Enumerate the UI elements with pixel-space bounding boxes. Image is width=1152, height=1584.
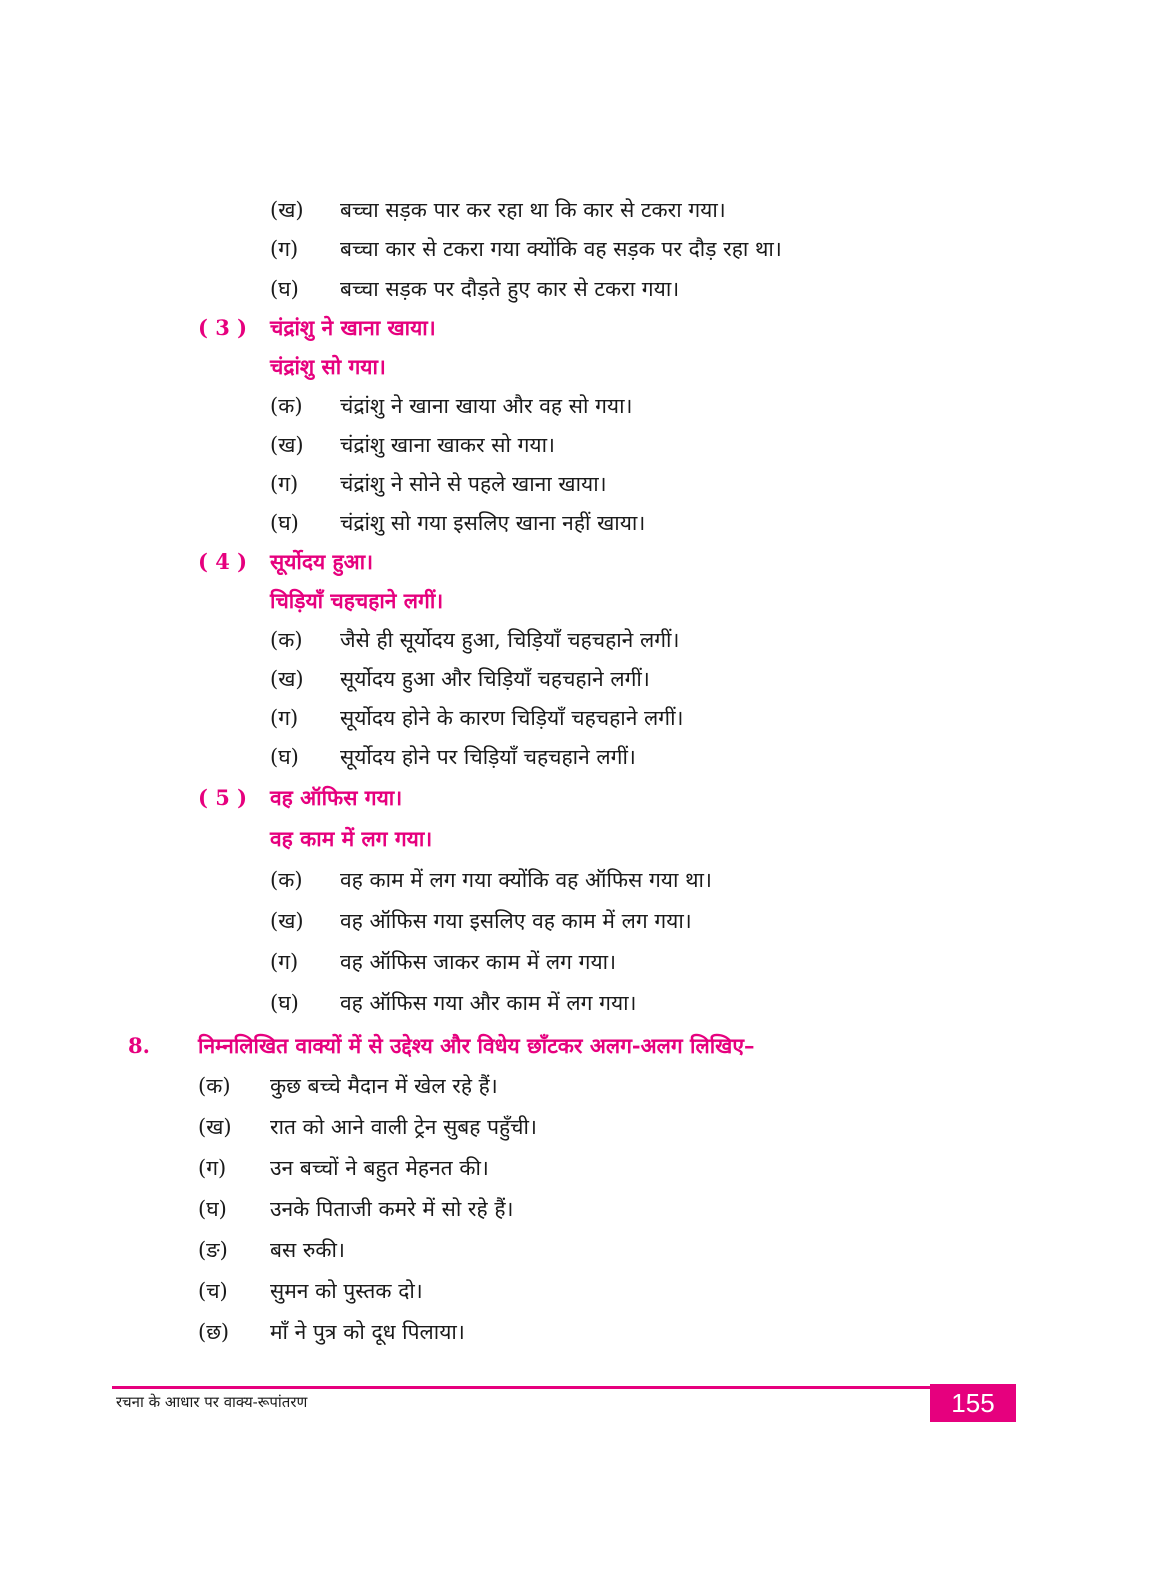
option-text: वह ऑफिस गया इसलिए वह काम में लग गया। [340,909,692,933]
option-text: जैसे ही सूर्योदय हुआ, चिड़ियाँ चहचहाने लगीं। [340,628,680,652]
question-number: ( 3 ) [198,315,248,340]
option-label: (क) [270,868,303,892]
option-label: (घ) [270,511,299,535]
option-text: बच्चा सड़क पर दौड़ते हुए कार से टकरा गया। [340,277,680,301]
option-label: (क) [270,394,303,418]
option-label: (घ) [270,991,299,1015]
footer-rule [112,1386,930,1389]
option-label: (ख) [270,667,304,691]
question-number: ( 5 ) [198,785,248,810]
item-label: (ख) [198,1115,232,1139]
item-text: उन बच्चों ने बहुत मेहनत की। [270,1156,489,1180]
option-label: (ख) [270,433,304,457]
item-label: (च) [198,1279,228,1303]
option-text: चंद्रांशु ने सोने से पहले खाना खाया। [340,472,607,496]
item-label: (घ) [198,1197,227,1221]
option-text: सूर्योदय होने पर चिड़ियाँ चहचहाने लगीं। [340,745,636,769]
option-text: चंद्रांशु ने खाना खाया और वह सो गया। [340,394,633,418]
item-text: कुछ बच्चे मैदान में खेल रहे हैं। [270,1074,498,1098]
option-text: वह ऑफिस गया और काम में लग गया। [340,991,637,1015]
option-label: (क) [270,628,303,652]
option-label: (घ) [270,745,299,769]
page-number-badge: 155 [930,1384,1016,1422]
item-label: (ग) [198,1156,227,1180]
option-label: (ख) [270,909,304,933]
question-number: 8. [128,1033,150,1058]
item-text: सुमन को पुस्तक दो। [270,1279,423,1303]
option-label: (ग) [270,950,299,974]
question-heading: निम्नलिखित वाक्यों में से उद्देश्य और विधेय छाँटकर अलग-अलग लिखिए– [198,1033,755,1058]
option-label: (घ) [270,277,299,301]
option-text: चंद्रांशु सो गया इसलिए खाना नहीं खाया। [340,511,646,535]
option-label: (ख) [270,198,304,222]
footer-chapter-title: रचना के आधार पर वाक्य-रूपांतरण [116,1393,308,1411]
item-text: उनके पिताजी कमरे में सो रहे हैं। [270,1197,514,1221]
option-text: चंद्रांशु खाना खाकर सो गया। [340,433,555,457]
option-label: (ग) [270,237,299,261]
question-sentence-2: चिड़ियाँ चहचहाने लगीं। [270,588,444,613]
item-label: (छ) [198,1320,230,1344]
item-label: (क) [198,1074,231,1098]
item-label: (ङ) [198,1238,228,1262]
item-text: रात को आने वाली ट्रेन सुबह पहुँची। [270,1115,537,1139]
question-sentence-1: सूर्योदय हुआ। [270,549,374,574]
option-text: वह ऑफिस जाकर काम में लग गया। [340,950,617,974]
option-text: बच्चा सड़क पार कर रहा था कि कार से टकरा गया। [340,198,726,222]
option-text: वह काम में लग गया क्योंकि वह ऑफिस गया था। [340,868,712,892]
question-sentence-1: वह ऑफिस गया। [270,785,403,810]
option-text: बच्चा कार से टकरा गया क्योंकि वह सड़क पर दौड़ रहा था। [340,237,782,261]
question-number: ( 4 ) [198,549,248,574]
question-sentence-2: वह काम में लग गया। [270,826,433,851]
question-sentence-1: चंद्रांशु ने खाना खाया। [270,315,436,340]
item-text: बस रुकी। [270,1238,345,1262]
option-text: सूर्योदय होने के कारण चिड़ियाँ चहचहाने लगीं। [340,706,684,730]
item-text: माँ ने पुत्र को दूध पिलाया। [270,1320,465,1344]
option-label: (ग) [270,472,299,496]
option-label: (ग) [270,706,299,730]
option-text: सूर्योदय हुआ और चिड़ियाँ चहचहाने लगीं। [340,667,650,691]
question-sentence-2: चंद्रांशु सो गया। [270,354,386,379]
